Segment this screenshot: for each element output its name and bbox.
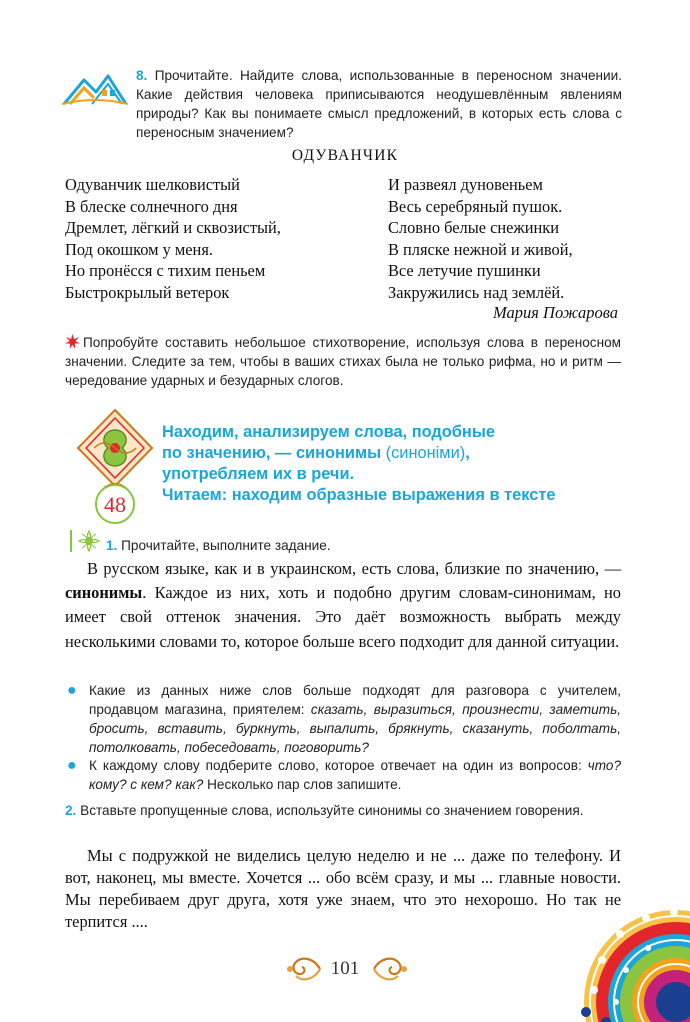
star-icon: [65, 334, 80, 349]
exercise-8-text: Прочитайте. Найдите слова, использованные в переносном значении. Какие действия человека приписываются неодушевлённым явлениям природы? Как вы понимаете смысл предложений, в которых есть слова с переносным значением?: [136, 68, 622, 140]
lesson-title-line: Находим, анализируем слова, подобные: [162, 423, 495, 441]
lesson-title: [162, 422, 632, 506]
footer-ornament-right-icon: [370, 950, 408, 988]
bullet-item: [65, 756, 621, 794]
lesson-title-line: употребляем их в речи.: [162, 465, 355, 483]
poem-left-column: [65, 174, 281, 303]
exercise-2-number: 2.: [65, 803, 77, 818]
exercise-8: [136, 66, 622, 142]
poem-title: ОДУВАНЧИК: [291, 147, 399, 164]
lesson-ornament-icon: [74, 408, 156, 526]
exercise-2-text: [65, 845, 621, 933]
star-task-text: Попробуйте составить небольшое стихотворение, используя слова в переносном значении. Следите за тем, чтобы в ваших стихах была не только рифма, но и ритм — чередование ударных и безударных слогов.: [65, 335, 621, 388]
footer-ornament-left-icon: [286, 950, 324, 988]
poem-line: И развеял дуновеньем: [388, 175, 543, 194]
exercise-2: [65, 801, 621, 820]
lesson-title-line: [162, 443, 632, 464]
star-task: [65, 333, 621, 390]
poem-line: Под окошком у меня.: [65, 239, 213, 259]
bullet-questions: что? кому? с кем? как?: [89, 758, 621, 792]
poem-line: Дремлет, лёгкий и сквозистый,: [65, 218, 281, 237]
lesson-number: 48: [104, 492, 126, 517]
bullet-dot-icon: ●: [67, 757, 77, 774]
corner-mandala-ornament: [556, 872, 690, 1022]
exercise-8-number: 8.: [136, 68, 148, 83]
bullet-word-list: сказать, выразиться, произнести, заметить, бросить, вставить, буркнуть, выпалить, брякнуть, сказануть, поболтать, потолковать, побеседовать, поговорить?: [89, 702, 621, 755]
bullet-text: К каждому слову подберите слово, которое отвечает на один из вопросов:: [89, 758, 588, 773]
poem-line: Все летучие пушинки: [388, 261, 541, 280]
exercise-1-header: [106, 536, 331, 555]
exercise-1-text: [65, 557, 621, 654]
page-number: 101: [330, 958, 360, 979]
house-icon: [62, 66, 128, 106]
bullet-item: [65, 681, 621, 757]
poem-line: В пляске нежной и живой,: [388, 239, 573, 259]
poem-line: Одуванчик шелковистый: [65, 175, 240, 194]
poem-line: Закружились над землёй.: [388, 282, 565, 302]
exercise-1-text-part: . Каждое из них, хоть и подобно другим словам-синонимам, но имеет свой оттенок значения. Это даёт возможность выбрать между несколькими словами то, которое больше всего подходит для данной ситуации.: [65, 583, 621, 651]
exercise-1-number: 1.: [106, 538, 118, 553]
poem-line: Весь серебряный пушок.: [388, 196, 563, 216]
lesson-title-line: Читаем: находим образные выражения в тексте: [162, 486, 556, 504]
bullet-text: Несколько пар слов запишите.: [203, 777, 402, 792]
exercise-1-term: синонимы: [65, 583, 143, 603]
exercise-marker-bar: [70, 530, 72, 552]
exercise-2-text-body: Мы с подружкой не виделись целую неделю и не ... даже по телефону. И вот, наконец, мы вместе. Хочется ... обо всём сразу, и мы ... главные новости. Мы перебиваем друг друга, хотя уже знаем, что это нехорошо. Но так не терпится ....: [65, 846, 621, 931]
poem-line: Быстрокрылый ветерок: [65, 282, 230, 302]
lesson-title-part: ,: [465, 444, 470, 462]
leaf-icon: [76, 529, 102, 553]
exercise-2-instruction: Вставьте пропущенные слова, используйте синонимы со значением говорения.: [80, 803, 584, 818]
exercise-1-instruction: Прочитайте, выполните задание.: [121, 538, 331, 553]
poem-line: В блеске солнечного дня: [65, 196, 238, 216]
bullet-text: Какие из данных ниже слов больше подходят для разговора с учителем, продавцом магазина, приятелем:: [89, 683, 621, 717]
poem-right-column: [388, 174, 573, 303]
bullet-dot-icon: ●: [67, 682, 77, 699]
exercise-1-text-part: В русском языке, как и в украинском, есть слова, близкие по значению, —: [87, 559, 621, 578]
poem-line: Словно белые снежинки: [388, 218, 559, 237]
poem-line: Но пронёсся с тихим пеньем: [65, 261, 266, 280]
lesson-title-ukrainian: (синоніми): [385, 444, 466, 462]
poem-author: Мария Пожарова: [493, 303, 618, 322]
lesson-title-part: по значению, — синонимы: [162, 444, 386, 462]
